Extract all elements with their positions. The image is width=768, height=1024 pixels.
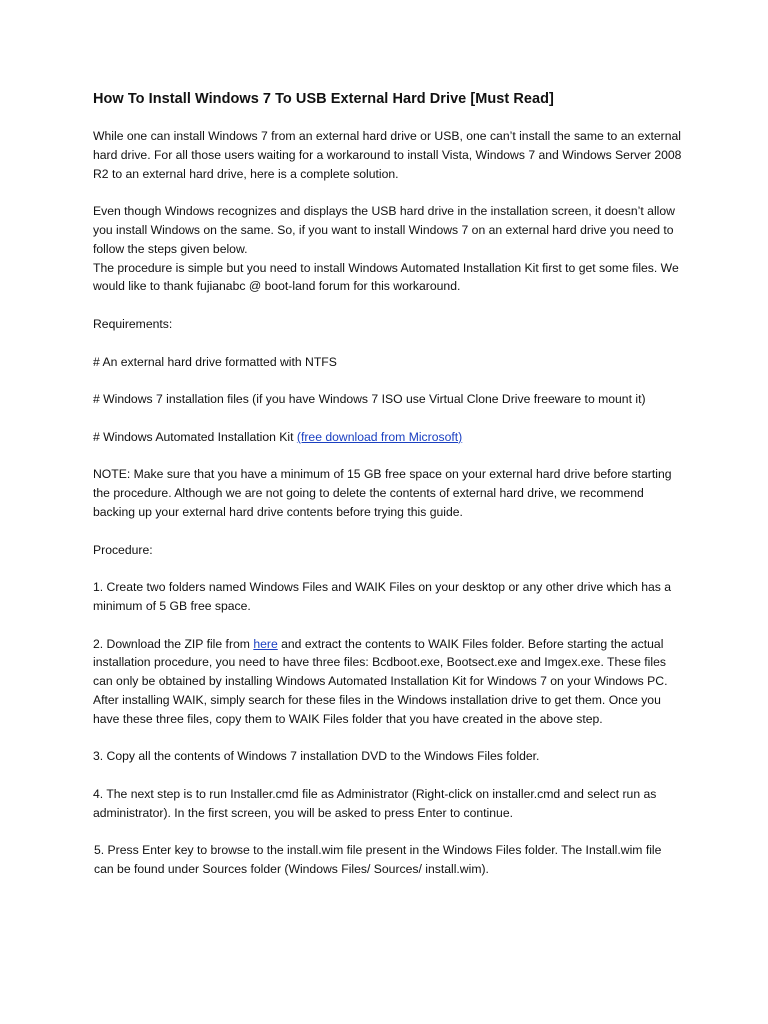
microsoft-download-link[interactable]: (free download from Microsoft) (296, 429, 463, 444)
requirement-waik-text: # Windows Automated Installation Kit (93, 429, 297, 444)
requirement-ntfs: # An external hard drive formatted with NTFS (93, 354, 337, 369)
requirement-installation-files: # Windows 7 installation files (if you have Windows 7 ISO use Virtual Clone Drive freeware to mount it) (93, 392, 646, 407)
step-2 (93, 635, 683, 729)
paragraph-usb-recognition: Even though Windows recognizes and displays the USB hard drive in the installation screen, it doesn’t allow you install Windows on the same. So, if you want to install Windows 7 on an external hard drive you need to follow the steps given below. (93, 204, 675, 256)
document-page (93, 90, 683, 898)
step-5: 5. Press Enter key to browse to the install.wim file present in the Windows Files folder. The Install.wim file can be found under Sources folder (Windows Files/ Sources/ install.wim). (94, 843, 662, 877)
step-2-lead: 2. Download the ZIP file from (93, 636, 254, 651)
zip-download-link[interactable]: here (253, 636, 278, 651)
procedure-heading: Procedure: (93, 542, 153, 557)
paragraph-waik-requirement: The procedure is simple but you need to install Windows Automated Installation Kit first to get some files. We would like to thank fujianabc @ boot-land forum for this workaround. (93, 260, 679, 294)
requirement-waik (93, 428, 683, 447)
requirements-heading: Requirements: (93, 316, 173, 331)
step-4: 4. The next step is to run Installer.cmd file as Administrator (Right-click on installer.cmd and select run as administrator). In the first screen, you will be asked to press Enter to continue. (93, 786, 657, 820)
intro-paragraph: While one can install Windows 7 from an external hard drive or USB, one can’t install the same to an external hard drive. For all those users waiting for a workaround to install Vista, Windows 7 and Windows Server 2008 R2 to an external hard drive, here is a complete solution. (93, 129, 682, 181)
step-3: 3. Copy all the contents of Windows 7 installation DVD to the Windows Files folder. (93, 749, 540, 764)
note-paragraph: NOTE: Make sure that you have a minimum of 15 GB free space on your external hard drive before starting the procedure. Although we are not going to delete the contents of external hard drive, we recommend backing up your external hard drive contents before trying this guide. (93, 467, 672, 519)
step-1: 1. Create two folders named Windows Files and WAIK Files on your desktop or any other drive which has a minimum of 5 GB free space. (93, 580, 672, 613)
document-title: How To Install Windows 7 To USB External Hard Drive [Must Read] (93, 91, 554, 107)
step-2-rest: and extract the contents to WAIK Files folder. Before starting the actual installation procedure, you need to have three files: Bcdboot.exe, Bootsect.exe and Imgex.exe. These files can only be obtained by installing Windows Automated Installation Kit for Windows 7 on your Windows PC. After installing WAIK, simply search for these files in the Windows installation drive to get them. Once you have these three files, copy them to WAIK Files folder that you have created in the above step. (93, 636, 668, 726)
